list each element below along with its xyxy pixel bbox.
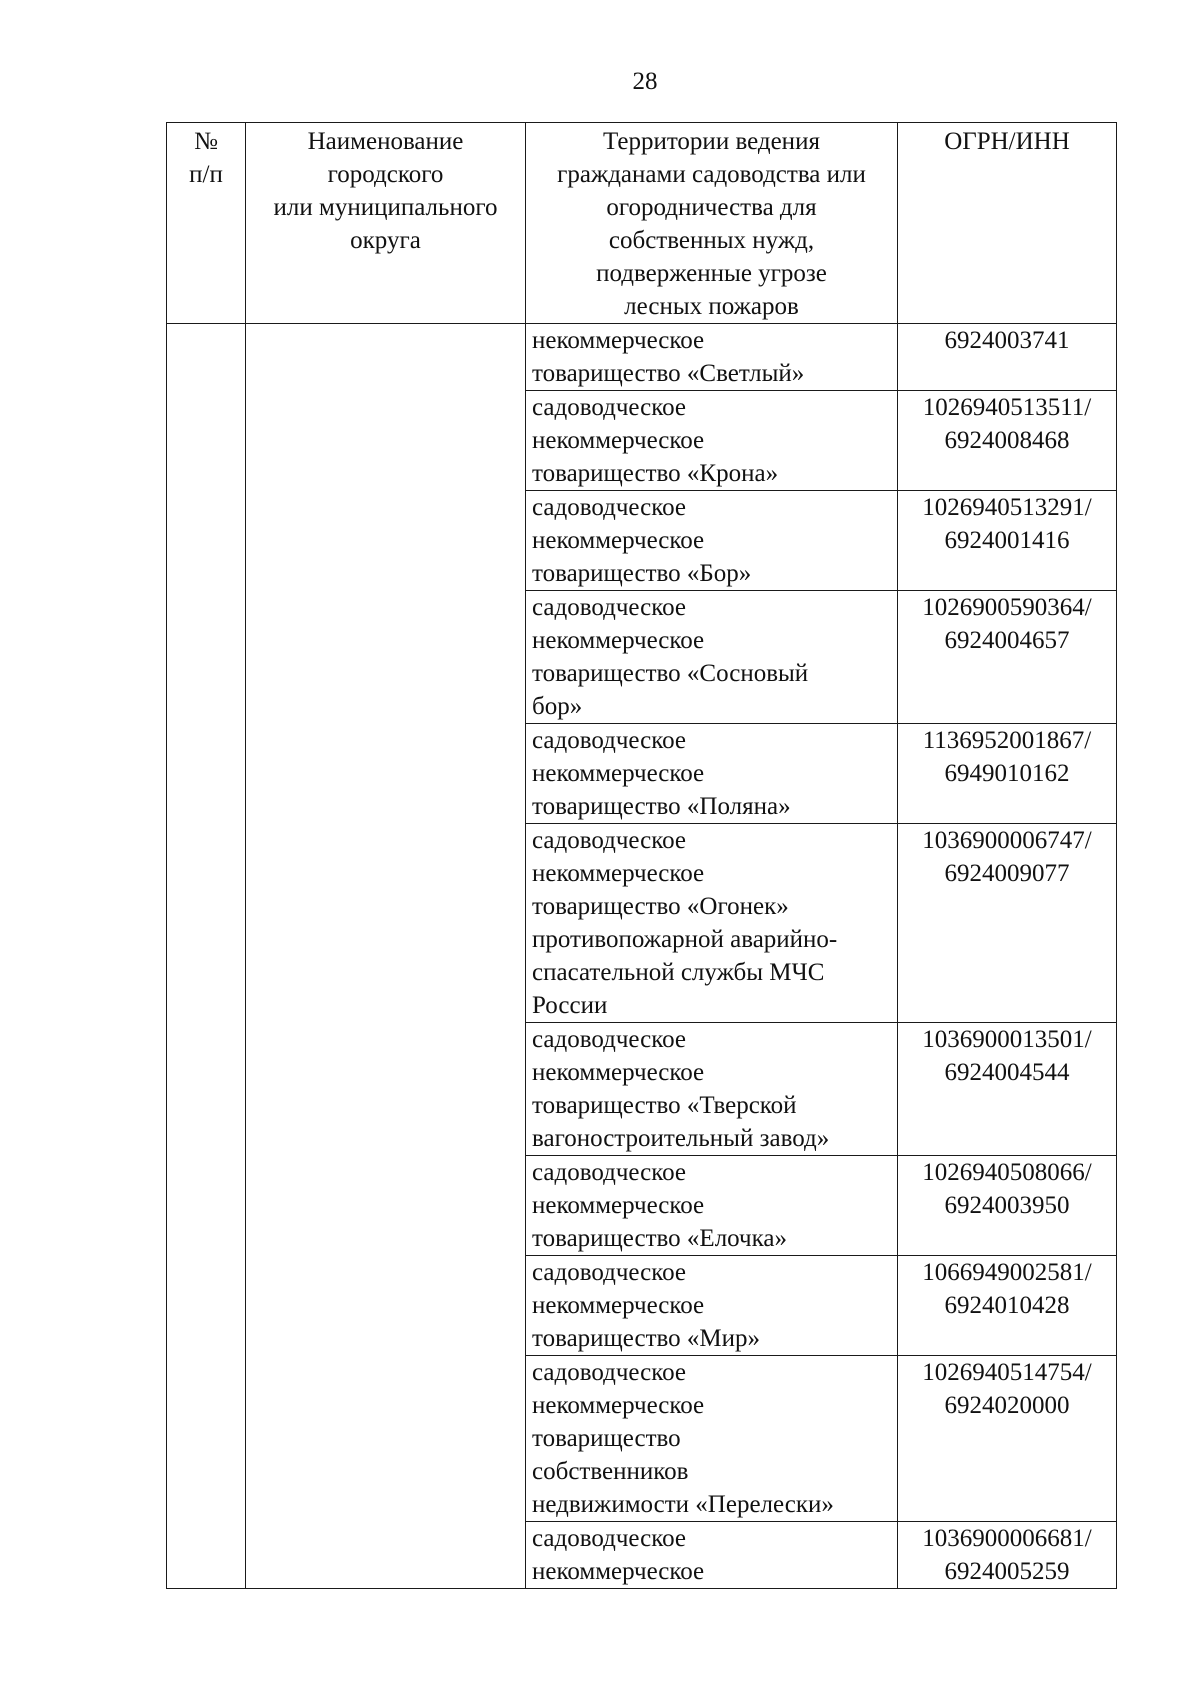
header-district-name [246,123,526,324]
text-line: садоводческое [532,827,687,854]
text-line: 1026940514754/ [922,1359,1092,1386]
cell-ogrn-inn [898,324,1117,391]
table-row [167,324,1117,391]
cell-territory-name [526,491,898,591]
cell-territory-name [526,1522,898,1589]
cell-territory-name [526,1156,898,1256]
cell-territory-name [526,391,898,491]
text-line: Территории ведения [603,128,820,155]
cell-ogrn-inn [898,591,1117,724]
text-line: округа [350,227,421,254]
cell-territory-name [526,591,898,724]
cell-ogrn-inn [898,1356,1117,1522]
cell-territory-name [526,724,898,824]
text-line: 1036900006681/ [922,1525,1092,1552]
text-line: России [532,992,608,1019]
text-line: 1026940508066/ [922,1159,1092,1186]
text-line: 1026940513511/ [922,394,1092,421]
text-line: 1036900013501/ [922,1026,1092,1053]
cell-territory-name [526,824,898,1023]
text-line: садоводческое [532,394,687,421]
text-line: лесных пожаров [624,293,799,320]
cell-ogrn-inn [898,1256,1117,1356]
header-ogrn-inn [898,123,1117,324]
text-line: недвижимости «Перелески» [532,1491,834,1518]
text-line: садоводческое [532,1359,687,1386]
table-header-row [167,123,1117,324]
text-line: некоммерческое [532,1392,705,1419]
text-line: ОГРН/ИНН [944,128,1070,155]
text-line: некоммерческое [532,760,705,787]
text-line: 1066949002581/ [922,1259,1092,1286]
text-line: товарищество «Поляна» [532,793,791,820]
text-line: садоводческое [532,727,687,754]
text-line: п/п [189,161,223,188]
cell-ogrn-inn [898,491,1117,591]
text-line: некоммерческое [532,327,705,354]
text-line: огородничества для [606,194,817,221]
cell-district-name [246,324,526,1589]
text-line: товарищество «Огонек» [532,893,789,920]
text-line: собственников [532,1458,689,1485]
page-number: 28 [632,68,658,95]
text-line: садоводческое [532,594,687,621]
text-line: 6924005259 [944,1558,1070,1585]
text-line: 6924003741 [944,327,1070,354]
territories-table [166,122,1117,1589]
text-line: или муниципального [273,194,498,221]
text-line: 6924020000 [944,1392,1070,1419]
text-line: спасательной службы МЧС [532,959,825,986]
text-line: 6924004657 [944,627,1070,654]
text-line: городского [327,161,444,188]
cell-territory-name [526,1356,898,1522]
text-line: Наименование [307,128,464,155]
text-line: некоммерческое [532,860,705,887]
text-line: товарищество «Сосновый [532,660,809,687]
text-line: 6924009077 [944,860,1070,887]
header-number [167,123,246,324]
cell-ogrn-inn [898,824,1117,1023]
text-line: некоммерческое [532,527,705,554]
text-line: товарищество «Мир» [532,1325,761,1352]
cell-number [167,324,246,1589]
text-line: товарищество «Бор» [532,560,752,587]
text-line: садоводческое [532,1525,687,1552]
text-line: товарищество «Тверской [532,1092,797,1119]
text-line: 1036900006747/ [922,827,1092,854]
text-line: товарищество «Елочка» [532,1225,787,1252]
text-line: некоммерческое [532,1192,705,1219]
text-line: противопожарной аварийно- [532,926,838,953]
text-line: некоммерческое [532,1292,705,1319]
table-body [167,324,1117,1589]
text-line: товарищество «Светлый» [532,360,805,387]
text-line: 6924010428 [944,1292,1070,1319]
text-line: садоводческое [532,494,687,521]
text-line: некоммерческое [532,1558,705,1585]
text-line: 6924003950 [944,1192,1070,1219]
cell-ogrn-inn [898,391,1117,491]
text-line: 6924001416 [944,527,1070,554]
text-line: садоводческое [532,1159,687,1186]
text-line: 1136952001867/ [922,727,1092,754]
cell-territory-name [526,1256,898,1356]
text-line: 6924008468 [944,427,1070,454]
cell-territory-name [526,324,898,391]
cell-ogrn-inn [898,724,1117,824]
text-line: 1026940513291/ [922,494,1092,521]
cell-territory-name [526,1023,898,1156]
text-line: товарищество [532,1425,681,1452]
text-line: некоммерческое [532,627,705,654]
text-line: собственных нужд, [608,227,815,254]
text-line: товарищество «Крона» [532,460,779,487]
cell-ogrn-inn [898,1156,1117,1256]
text-line: 1026900590364/ [922,594,1092,621]
text-line: гражданами садоводства или [557,161,866,188]
text-line: подверженные угрозе [596,260,827,287]
text-line: вагоностроительный завод» [532,1125,830,1152]
text-line: бор» [532,693,583,720]
text-line: некоммерческое [532,1059,705,1086]
text-line: № [194,128,218,155]
cell-ogrn-inn [898,1023,1117,1156]
text-line: 6949010162 [944,760,1070,787]
text-line: некоммерческое [532,427,705,454]
text-line: садоводческое [532,1259,687,1286]
text-line: садоводческое [532,1026,687,1053]
header-territories [526,123,898,324]
text-line: 6924004544 [944,1059,1070,1086]
cell-ogrn-inn [898,1522,1117,1589]
